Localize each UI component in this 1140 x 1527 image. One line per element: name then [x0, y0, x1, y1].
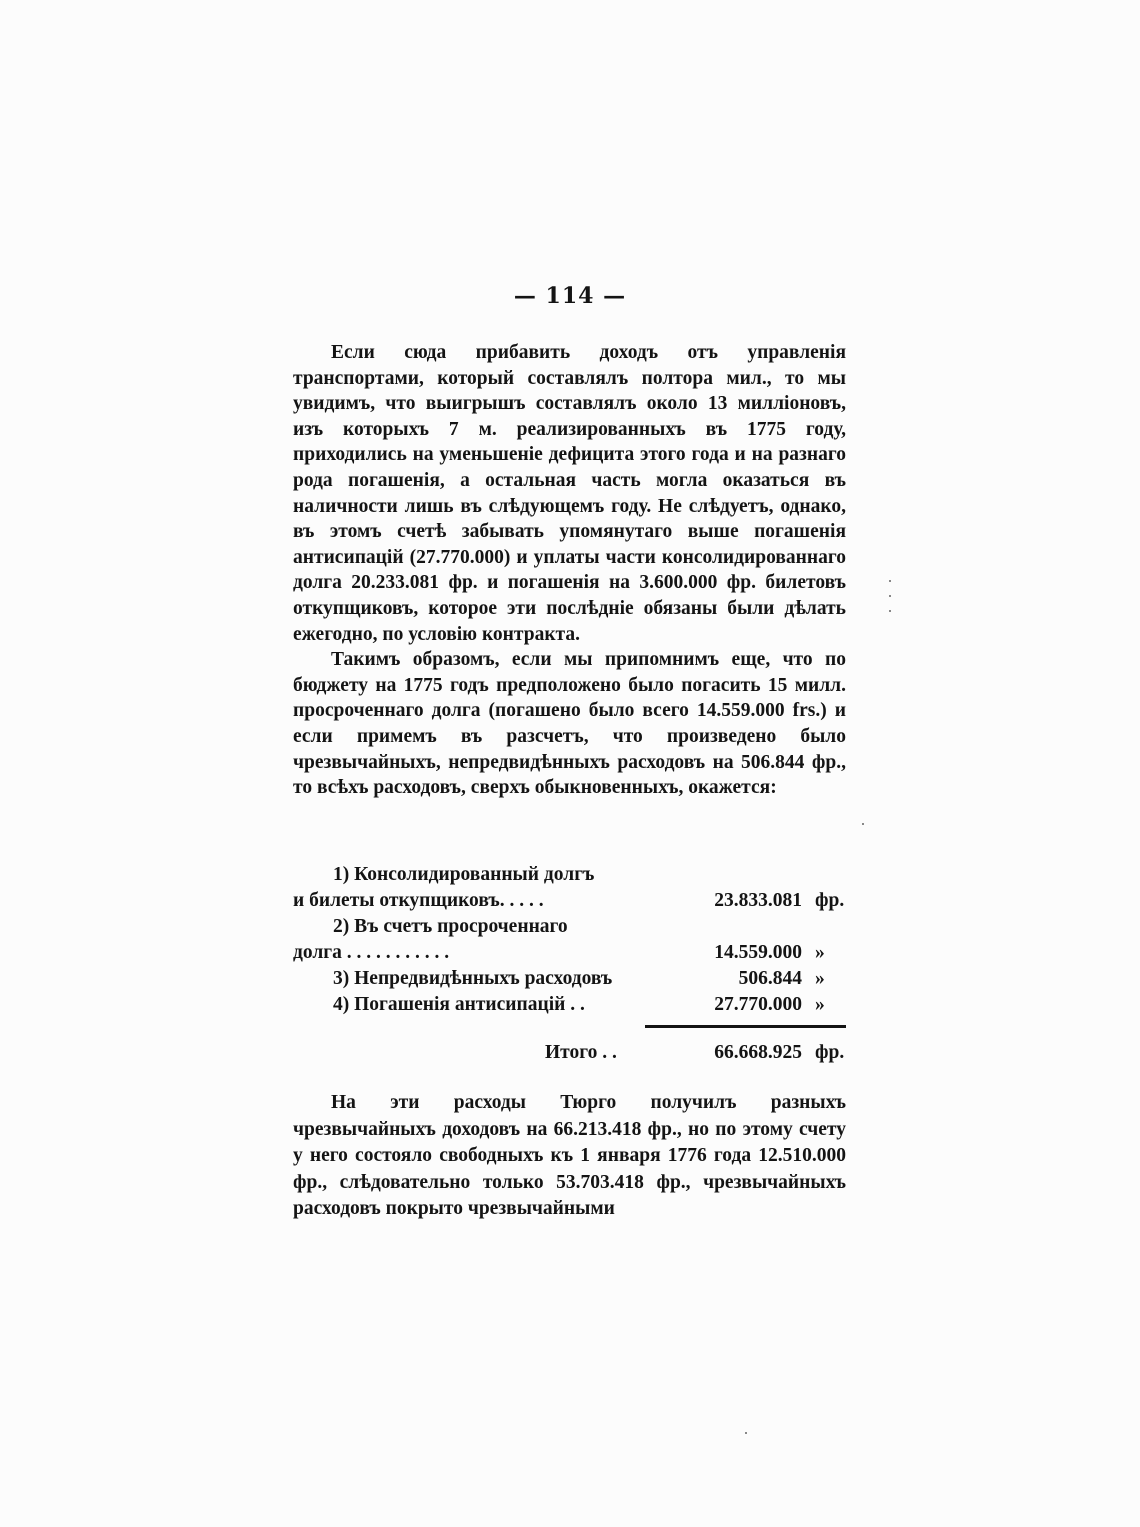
item-3-label: 3) Непредвидѣнныхъ расходовъ [333, 968, 613, 989]
summary-row-2-a [293, 914, 846, 940]
page-number: — 114 — [513, 283, 627, 309]
item-1-amount: 23.833.081 [714, 890, 802, 911]
item-1-label-cont: и билеты откупщиковъ. . . . . [293, 890, 544, 911]
expense-summary-table [293, 862, 846, 1063]
item-1-unit: фр. [815, 890, 845, 911]
item-2-label: 2) Въ счетъ просроченнаго [333, 916, 568, 937]
item-1-label: 1) Консолидированный долгъ [333, 864, 595, 885]
scan-speck [889, 580, 891, 582]
item-4-unit: » [815, 994, 825, 1015]
item-4-label: 4) Погашенія антисипацій . . [333, 994, 585, 1015]
scan-speck [889, 595, 891, 597]
scan-speck [862, 823, 864, 825]
total-label: Итого . . [545, 1042, 617, 1063]
item-2-label-cont: долга . . . . . . . . . . . [293, 942, 450, 963]
summary-row-4 [293, 992, 846, 1018]
total-rule [645, 1025, 846, 1028]
scan-speck [745, 1432, 747, 1434]
summary-row-1-a [293, 862, 846, 888]
item-3-amount: 506.844 [738, 968, 802, 989]
summary-row-2-b [293, 940, 846, 966]
item-3-unit: » [815, 968, 825, 989]
paragraph-2: Такимъ образомъ, если мы припомнимъ еще, что по бюджету на 1775 годъ предположено было погасить 15 милл. просроченнаго долга (погашено было всего 14.559.000 frs.) и если примемъ въ разсчетъ, что произведено было чрезвычайныхъ, непредвидѣнныхъ расходовъ на 506.844 фр., то всѣхъ расходовъ, сверхъ обыкновенныхъ, окажется: [293, 649, 846, 799]
item-2-amount: 14.559.000 [714, 942, 802, 963]
summary-row-1-b [293, 888, 846, 914]
summary-row-3 [293, 966, 846, 992]
paragraph-3: На эти расходы Тюрго получилъ разныхъ чрезвычайныхъ доходовъ на 66.213.418 фр., но по этому счету у него состояло свободныхъ къ 1 января 1776 года 12.510.000 фр., слѣдовательно только 53.703.418 фр., чрезвычайныхъ расходовъ покрыто чрезвычайными [293, 1092, 846, 1219]
summary-total-row [293, 1040, 846, 1066]
body-text-bottom [293, 1090, 846, 1223]
body-text-top [293, 340, 846, 801]
scan-speck [889, 610, 891, 612]
item-4-amount: 27.770.000 [714, 994, 802, 1015]
item-2-unit: » [815, 942, 825, 963]
total-unit: фр. [815, 1042, 845, 1063]
paragraph-1: Если сюда прибавить доходъ отъ управленія транспортами, который составлялъ полтора мил., то мы увидимъ, что выигрышъ составлялъ около 13 милліоновъ, изъ которыхъ 7 м. реализированныхъ въ 1775 году, приходились на уменьшеніе дефицита этого года и на разнаго рода погашенія, а остальная часть могла оказаться въ наличности лишь въ слѣдующемъ году. Не слѣдуетъ, однако, въ этомъ счетѣ забывать упомянутаго выше погашенія антисипацій (27.770.000) и уплаты части консолидированнаго долга 20.233.081 фр. и погашенія на 3.600.000 фр. билетовъ откупщиковъ, которое эти послѣдніе обязаны были дѣлать ежегодно, по условію контракта. [293, 342, 846, 645]
total-amount: 66.668.925 [714, 1042, 802, 1063]
